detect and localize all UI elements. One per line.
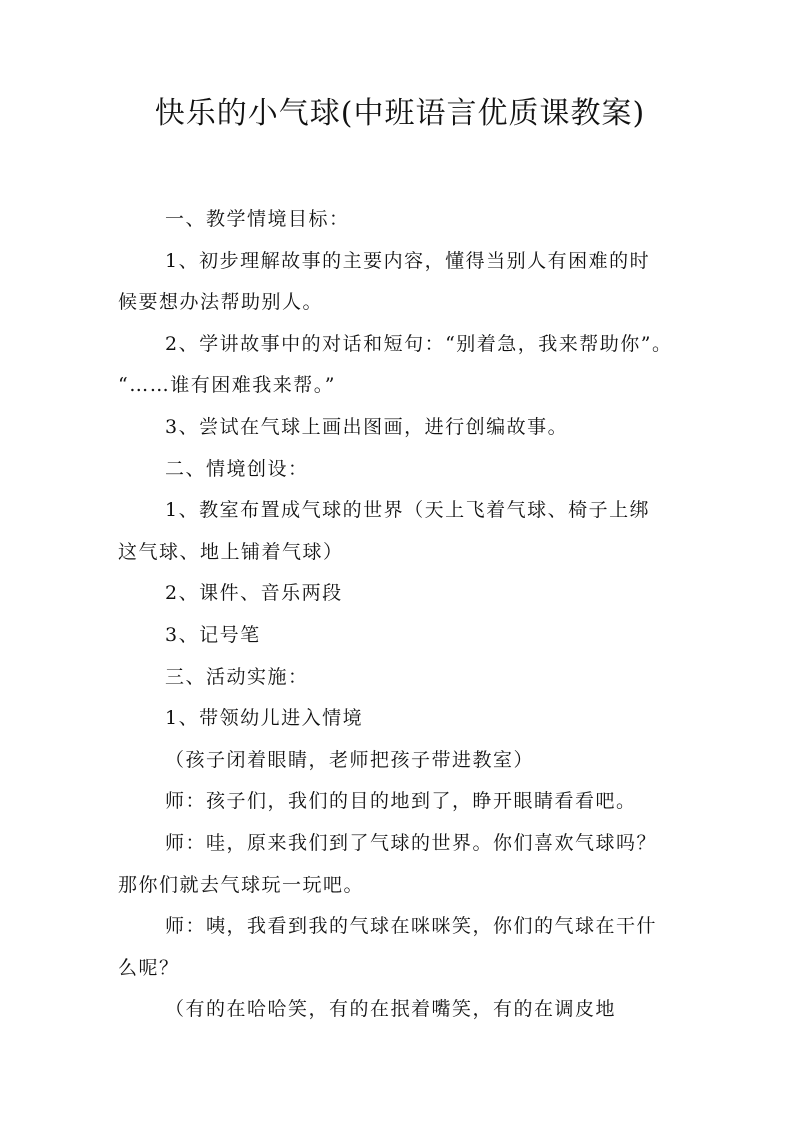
paragraph-line: （有的在哈哈笑，有的在抿着嘴笑，有的在调皮地	[165, 998, 617, 1021]
paragraph-line: 么呢？	[118, 956, 180, 979]
paragraph-line: 师：哇，原来我们到了气球的世界。你们喜欢气球吗？	[165, 831, 658, 854]
paragraph-line: 那你们就去气球玩一玩吧。	[118, 873, 365, 896]
paragraph-line: （孩子闭着眼睛，老师把孩子带进教室）	[165, 748, 535, 771]
paragraph-line: 师：孩子们，我们的目的地到了，睁开眼睛看看吧。	[165, 790, 637, 813]
paragraph-line: “……谁有困难我来帮。”	[118, 374, 336, 397]
document-title: 快乐的小气球(中班语言优质课教案)	[154, 96, 646, 131]
paragraph-line: 这气球、地上铺着气球）	[118, 540, 344, 563]
paragraph-line: 1、带领幼儿进入情境	[165, 707, 364, 730]
document-body	[118, 199, 698, 1031]
paragraph-line: 2、学讲故事中的对话和短句：“别着急，我来帮助你”。	[165, 332, 673, 355]
paragraph-line: 1、教室布置成气球的世界（天上飞着气球、椅子上绑	[165, 499, 651, 522]
paragraph-line: 2、课件、音乐两段	[165, 582, 343, 605]
section-heading-activity: 三、活动实施：	[165, 665, 309, 688]
paragraph-line: 3、尝试在气球上画出图画，进行创编故事。	[165, 415, 569, 438]
paragraph-line: 3、记号笔	[165, 623, 261, 646]
paragraph-line: 候要想办法帮助别人。	[118, 291, 324, 314]
section-heading-goals: 一、教学情境目标：	[165, 208, 350, 230]
section-heading-setup: 二、情境创设：	[165, 457, 309, 480]
paragraph-line: 师：咦，我看到我的气球在咪咪笑，你们的气球在干什	[165, 915, 658, 938]
paragraph-line: 1、初步理解故事的主要内容，懂得当别人有困难的时	[165, 249, 651, 272]
